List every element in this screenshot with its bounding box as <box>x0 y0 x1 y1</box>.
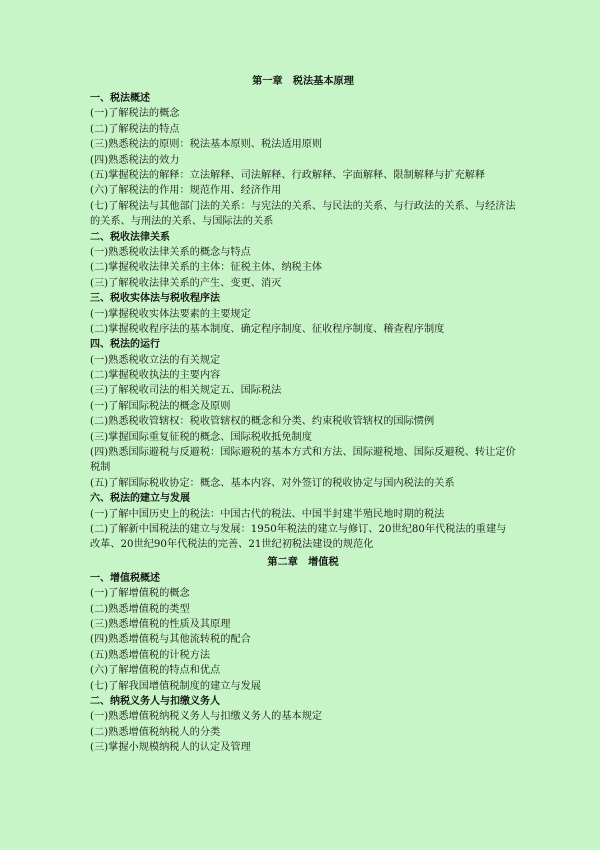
list-item: (四)熟悉国际避税与反避税：国际避税的基本方式和方法、国际避税地、国际反避税、转让定价税制 <box>90 447 516 474</box>
list-item: (五)掌握税法的解释：立法解释、司法解释、行政解释、字面解释、限制解释与扩充解释 <box>90 169 486 181</box>
section-heading: 四、税法的运行 <box>90 339 160 351</box>
list-item: (三)熟悉税法的原则：税法基本原则、税法适用原则 <box>90 139 323 151</box>
list-item: (三)掌握小规模纳税人的认定及管理 <box>90 742 251 754</box>
list-item: (三)熟悉增值税的性质及其原理 <box>90 618 231 630</box>
list-item: (一)了解增值税的概念 <box>90 588 190 600</box>
list-item: (三)了解税收法律关系的产生、变更、消灭 <box>90 277 282 289</box>
list-item: (二)掌握税收程序法的基本制度、确定程序制度、征收程序制度、稽查程序制度 <box>90 323 445 335</box>
list-item: (二)熟悉增值税纳税人的分类 <box>90 726 221 738</box>
chapter-title: 第一章 税法基本原理 <box>252 75 354 87</box>
list-item: (二)熟悉增值税的类型 <box>90 603 190 615</box>
section-heading: 二、纳税义务人与扣缴义务人 <box>90 695 220 707</box>
list-item: (一)掌握税收实体法要素的主要规定 <box>90 308 251 320</box>
list-item: (六)了解税法的作用：规范作用、经济作用 <box>90 185 282 197</box>
list-item: (一)了解中国历史上的税法：中国古代的税法、中国半封建半殖民地时期的税法 <box>90 508 445 520</box>
list-item: (七)了解我国增值税制度的建立与发展 <box>90 680 261 692</box>
list-item: (五)了解国际税收协定：概念、基本内容、对外签订的税收协定与国内税法的关系 <box>90 477 455 489</box>
list-item: (二)了解新中国税法的建立与发展：1950年税法的建立与修订、20世纪80年代税法的重建与改革、20世纪90年代税法的完善、21世纪初税法建设的规范化 <box>90 524 507 551</box>
list-item: (一)了解税法的概念 <box>90 108 180 120</box>
list-item: (一)了解国际税法的概念及原则 <box>90 400 231 412</box>
list-item: (二)掌握税收执法的主要内容 <box>90 370 221 382</box>
list-item: (五)熟悉增值税的计税方法 <box>90 649 211 661</box>
list-item: (二)熟悉税收管辖权：税收管辖权的概念和分类、约束税收管辖权的国际惯例 <box>90 416 435 428</box>
list-item: (四)熟悉税法的效力 <box>90 154 180 166</box>
section-heading: 三、税收实体法与税收程序法 <box>90 293 220 305</box>
list-item: (一)熟悉增值税纳税义务人与扣缴义务人的基本规定 <box>90 711 323 723</box>
list-item: (三)掌握国际重复征税的概念、国际税收抵免制度 <box>90 431 312 443</box>
document-body <box>90 72 516 756</box>
chapter-title: 第二章 增值税 <box>267 555 339 568</box>
list-item: (六)了解增值税的特点和优点 <box>90 665 221 677</box>
list-item: (七)了解税法与其他部门法的关系：与宪法的关系、与民法的关系、与行政法的关系、与经济法的关系、与刑法的关系、与国际法的关系 <box>90 200 516 228</box>
list-item: (四)熟悉增值税与其他流转税的配合 <box>90 634 251 646</box>
list-item: (二)了解税法的特点 <box>90 123 180 135</box>
list-item: (一)熟悉税收法律关系的概念与特点 <box>90 246 251 258</box>
list-item: (一)熟悉税收立法的有关规定 <box>90 354 221 366</box>
section-heading: 六、税法的建立与发展 <box>90 493 190 505</box>
section-heading: 一、税法概述 <box>90 93 150 104</box>
section-heading: 一、增值税概述 <box>90 572 160 584</box>
list-item: (二)掌握税收法律关系的主体：征税主体、纳税主体 <box>90 262 323 274</box>
list-item: (三)了解税收司法的相关规定五、国际税法 <box>90 385 282 397</box>
section-heading: 二、税收法律关系 <box>90 231 170 243</box>
